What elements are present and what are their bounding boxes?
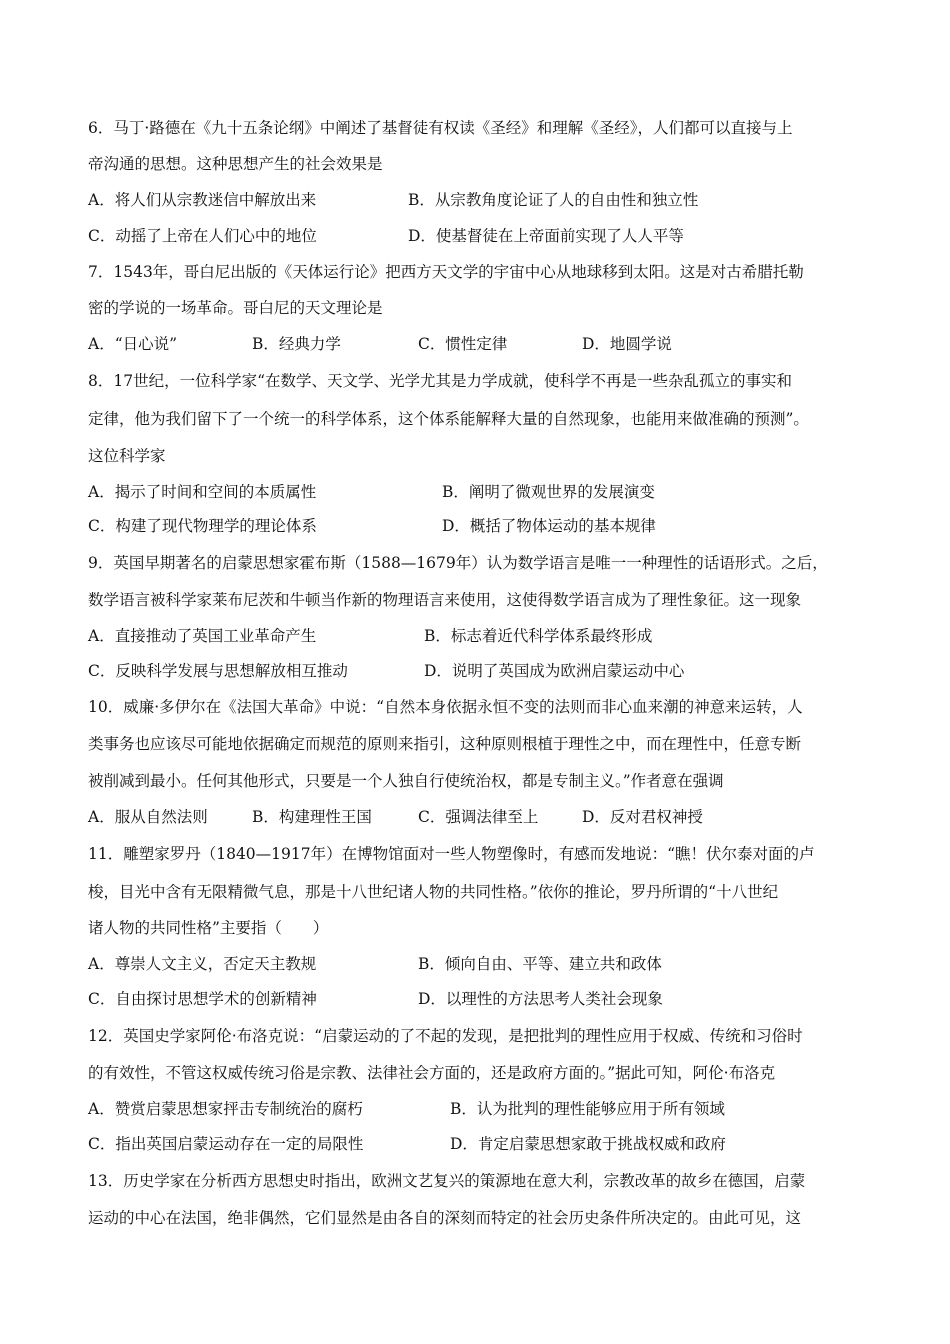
q7-option-c: C．惯性定律 xyxy=(418,335,508,353)
q9-option-d: D．说明了英国成为欧洲启蒙运动中心 xyxy=(424,662,685,680)
q11-option-c: C．自由探讨思想学术的创新精神 xyxy=(88,990,317,1008)
q7-stem-line-1: 7．1543年，哥白尼出版的《天体运行论》把西方天文学的宇宙中心从地球移到太阳。这是对古希腊托勒 xyxy=(88,263,804,281)
q6-option-a: A．将人们从宗教迷信中解放出来 xyxy=(88,191,317,209)
q10-stem-line-3: 被削减到最小。任何其他形式，只要是一个人独自行使统治权，都是专制主义。”作者意在强调 xyxy=(88,772,724,790)
q9-stem-line-1: 9．英国早期著名的启蒙思想家霍布斯（1588—1679年）认为数学语言是唯一一种理性的话语形式。之后， xyxy=(88,554,828,572)
q13-stem-line-2: 运动的中心在法国，绝非偶然，它们显然是由各自的深刻而特定的社会历史条件所决定的。由此可见，这 xyxy=(88,1209,802,1227)
q11-option-a: A．尊崇人文主义，否定天主教规 xyxy=(88,955,317,973)
q6-option-d: D．使基督徒在上帝面前实现了人人平等 xyxy=(408,227,684,245)
q12-stem-line-2: 的有效性，不管这权威传统习俗是宗教、法律社会方面的，还是政府方面的。”据此可知，阿伦·布洛克 xyxy=(88,1064,776,1082)
q11-stem-line-3: 诸人物的共同性格”主要指（ ） xyxy=(88,919,329,937)
q12-option-b: B．认为批判的理性能够应用于所有领域 xyxy=(450,1100,725,1118)
q8-stem-line-1: 8．17世纪，一位科学家“在数学、天文学、光学尤其是力学成就，使科学不再是一些杂乱孤立的事实和 xyxy=(88,372,793,390)
q12-option-a: A．赞赏启蒙思想家抨击专制统治的腐朽 xyxy=(88,1100,363,1118)
q13-stem-line-1: 13．历史学家在分析西方思想史时指出，欧洲文艺复兴的策源地在意大利，宗教改革的故乡在德国，启蒙 xyxy=(88,1172,806,1190)
q11-option-d: D．以理性的方法思考人类社会现象 xyxy=(418,990,663,1008)
q8-stem-line-3: 这位科学家 xyxy=(88,447,166,465)
q12-option-c: C．指出英国启蒙运动存在一定的局限性 xyxy=(88,1135,364,1153)
q9-option-b: B．标志着近代科学体系最终形成 xyxy=(424,627,653,645)
q7-stem-line-2: 密的学说的一场革命。哥白尼的天文理论是 xyxy=(88,299,383,317)
q7-option-b: B．经典力学 xyxy=(252,335,341,353)
q7-option-d: D．地圆学说 xyxy=(582,335,672,353)
q6-stem-line-1: 6．马丁·路德在《九十五条论纲》中阐述了基督徒有权读《圣经》和理解《圣经》，人们都可以直接与上 xyxy=(88,119,793,137)
q10-option-c: C．强调法律至上 xyxy=(418,808,539,826)
q10-option-b: B．构建理性王国 xyxy=(252,808,372,826)
q12-stem-line-1: 12．英国史学家阿伦·布洛克说：“启蒙运动的了不起的发现，是把批判的理性应用于权威、传统和习俗时 xyxy=(88,1027,803,1045)
q10-option-d: D．反对君权神授 xyxy=(582,808,703,826)
q10-option-a: A．服从自然法则 xyxy=(88,808,208,826)
q8-option-d: D．概括了物体运动的基本规律 xyxy=(442,517,656,535)
q8-option-a: A．揭示了时间和空间的本质属性 xyxy=(88,483,317,501)
q11-stem-line-2: 梭，目光中含有无限精微气息，那是十八世纪诸人物的共同性格。”依你的推论，罗丹所谓的“十八世纪 xyxy=(88,883,779,901)
q8-option-c: C．构建了现代物理学的理论体系 xyxy=(88,517,317,535)
q7-option-a: A．“日心说” xyxy=(88,335,178,353)
q10-stem-line-1: 10．威廉·多伊尔在《法国大革命》中说：“自然本身依据永恒不变的法则而非心血来潮的神意来运转，人 xyxy=(88,698,803,716)
q12-option-d: D．肯定启蒙思想家敢于挑战权威和政府 xyxy=(450,1135,726,1153)
q11-stem-line-1: 11．雕塑家罗丹（1840—1917年）在博物馆面对一些人物塑像时，有感而发地说：“瞧！伏尔泰对面的卢 xyxy=(88,845,815,863)
q8-stem-line-2: 定律，他为我们留下了一个统一的科学体系，这个体系能解释大量的自然现象，也能用来做准确的预测”。 xyxy=(88,410,809,428)
q6-stem-line-2: 帝沟通的思想。这种思想产生的社会效果是 xyxy=(88,155,383,173)
q8-option-b: B．阐明了微观世界的发展演变 xyxy=(442,483,655,501)
q9-stem-line-2: 数学语言被科学家莱布尼茨和牛顿当作新的物理语言来使用，这使得数学语言成为了理性象征。这一现象 xyxy=(88,591,802,609)
q11-option-b: B．倾向自由、平等、建立共和政体 xyxy=(418,955,662,973)
q6-option-b: B．从宗教角度论证了人的自由性和独立性 xyxy=(408,191,699,209)
q10-stem-line-2: 类事务也应该尽可能地依据确定而规范的原则来指引，这种原则根植于理性之中，而在理性中，任意专断 xyxy=(88,735,802,753)
q9-option-a: A．直接推动了英国工业革命产生 xyxy=(88,627,317,645)
q9-option-c: C．反映科学发展与思想解放相互推动 xyxy=(88,662,348,680)
q6-option-c: C．动摇了上帝在人们心中的地位 xyxy=(88,227,317,245)
